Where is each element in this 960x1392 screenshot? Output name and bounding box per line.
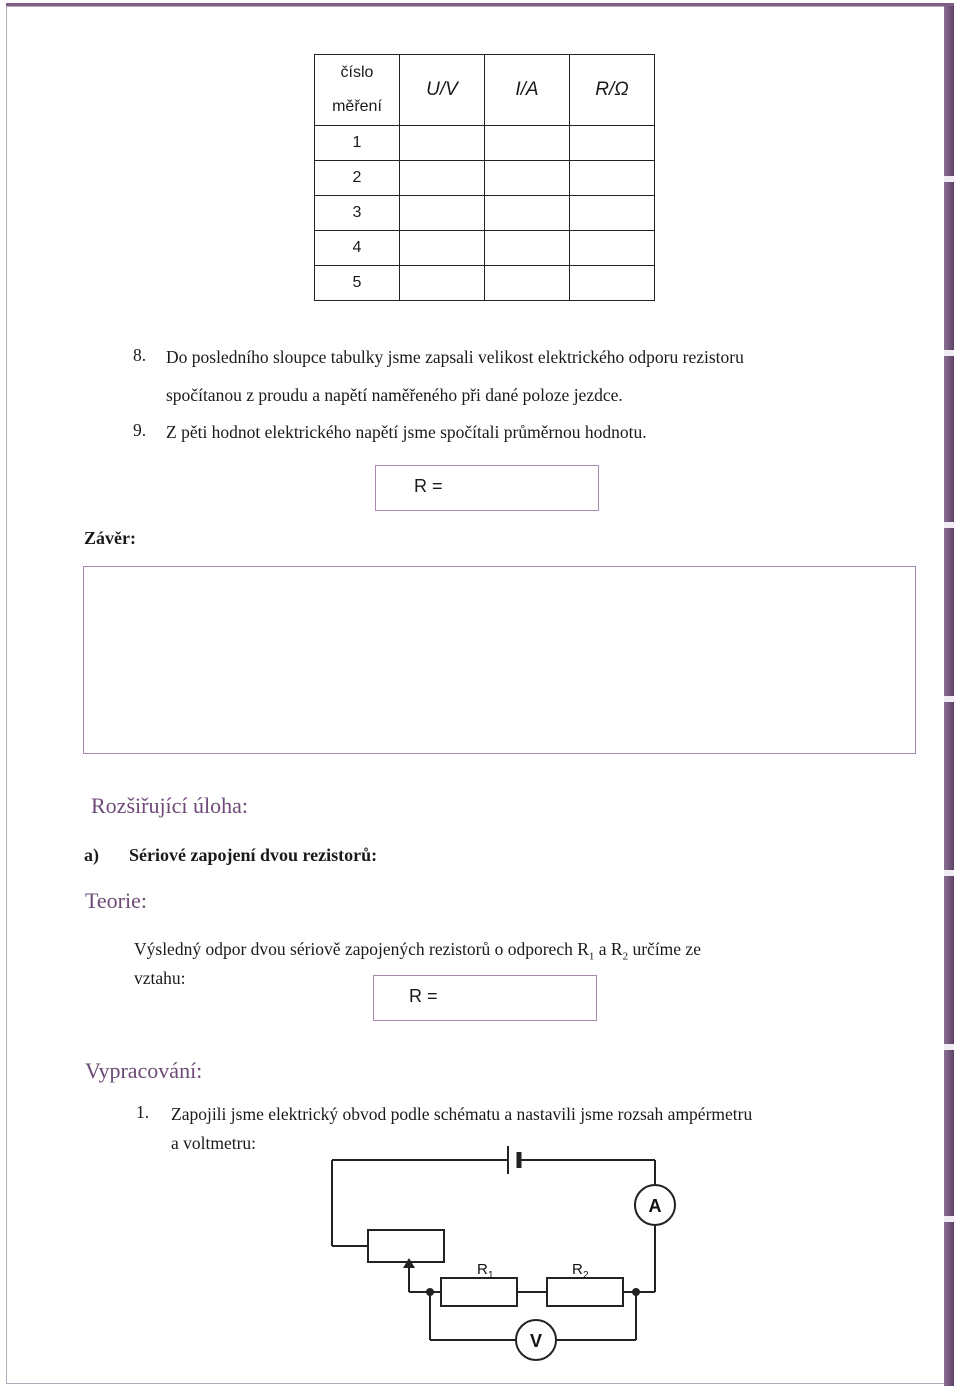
procedure-step-line1: Zapojili jsme elektrický obvod podle schématu a nastavili jsme rozsah ampérmetru <box>171 1104 753 1124</box>
header-cislo-mereni: číslo měření <box>315 55 400 126</box>
cell-resistance[interactable] <box>570 196 655 231</box>
result-box-series-r[interactable] <box>373 975 597 1021</box>
procedure-step-number: 1. <box>136 1102 150 1122</box>
step-8-number: 8. <box>133 345 147 365</box>
resistor-r1 <box>441 1278 517 1306</box>
circuit-diagram <box>320 1140 680 1380</box>
r2-label: R <box>572 1261 583 1278</box>
cell-voltage[interactable] <box>400 161 485 196</box>
step-9-number: 9. <box>133 420 147 440</box>
rheostat-resistor <box>368 1230 444 1262</box>
row-number: 1 <box>315 126 400 161</box>
result-box-average-r[interactable] <box>375 465 599 511</box>
conclusion-label: Závěr: <box>84 528 136 548</box>
r2-subscript: 2 <box>583 1270 589 1281</box>
junction-dot-right <box>632 1288 640 1296</box>
cell-current[interactable] <box>485 231 570 266</box>
theory-text-line2: vztahu: <box>134 968 186 988</box>
cell-voltage[interactable] <box>400 196 485 231</box>
procedure-step-line2: a voltmetru: <box>171 1133 257 1153</box>
r1-label: R <box>477 1261 488 1278</box>
result-box-label: R = <box>414 476 443 496</box>
row-number: 4 <box>315 231 400 266</box>
cell-voltage[interactable] <box>400 126 485 161</box>
extension-heading: Rozšiřující úloha: <box>91 793 249 818</box>
table-row <box>315 161 655 196</box>
procedure-heading: Vypracování: <box>85 1058 203 1083</box>
voltmeter-label: V <box>529 1331 543 1351</box>
row-number: 5 <box>315 266 400 301</box>
cell-resistance[interactable] <box>570 231 655 266</box>
cell-resistance[interactable] <box>570 266 655 301</box>
table-row <box>315 126 655 161</box>
step-9-line1: Z pěti hodnot elektrického napětí jsme spočítali průměrnou hodnotu. <box>166 422 647 442</box>
cell-resistance[interactable] <box>570 126 655 161</box>
row-number: 2 <box>315 161 400 196</box>
r1-subscript: 1 <box>488 1270 494 1281</box>
task-a-title: Sériové zapojení dvou rezistorů: <box>129 845 378 865</box>
header-current: I/A <box>485 55 570 126</box>
header-voltage: U/V <box>400 55 485 126</box>
table-row <box>315 266 655 301</box>
theory-heading: Teorie: <box>85 888 147 913</box>
row-number: 3 <box>315 196 400 231</box>
cell-voltage[interactable] <box>400 231 485 266</box>
conclusion-box[interactable] <box>83 566 916 754</box>
step-8-line1: Do posledního sloupce tabulky jsme zapsali velikost elektrického odporu rezistoru <box>166 347 744 367</box>
task-a-marker: a) <box>84 845 99 865</box>
cell-current[interactable] <box>485 161 570 196</box>
measurement-table <box>314 54 655 301</box>
table-row <box>315 231 655 266</box>
header-resistance: R/Ω <box>570 55 655 126</box>
result-box-label-2: R = <box>409 986 438 1006</box>
cell-current[interactable] <box>485 196 570 231</box>
cell-current[interactable] <box>485 266 570 301</box>
junction-dot-left <box>426 1288 434 1296</box>
table-header-row <box>315 55 655 126</box>
ammeter-label: A <box>648 1196 662 1216</box>
side-bar <box>944 6 954 1386</box>
cell-current[interactable] <box>485 126 570 161</box>
cell-resistance[interactable] <box>570 161 655 196</box>
cell-voltage[interactable] <box>400 266 485 301</box>
theory-text-line1: Výsledný odpor dvou sériově zapojených rezistorů o odporech $R_1$ a $R_2$ určíme ze <box>134 939 701 963</box>
table-row <box>315 196 655 231</box>
step-8-line2: spočítanou z proudu a napětí naměřeného při dané poloze jezdce. <box>166 385 623 405</box>
resistor-r2 <box>547 1278 623 1306</box>
